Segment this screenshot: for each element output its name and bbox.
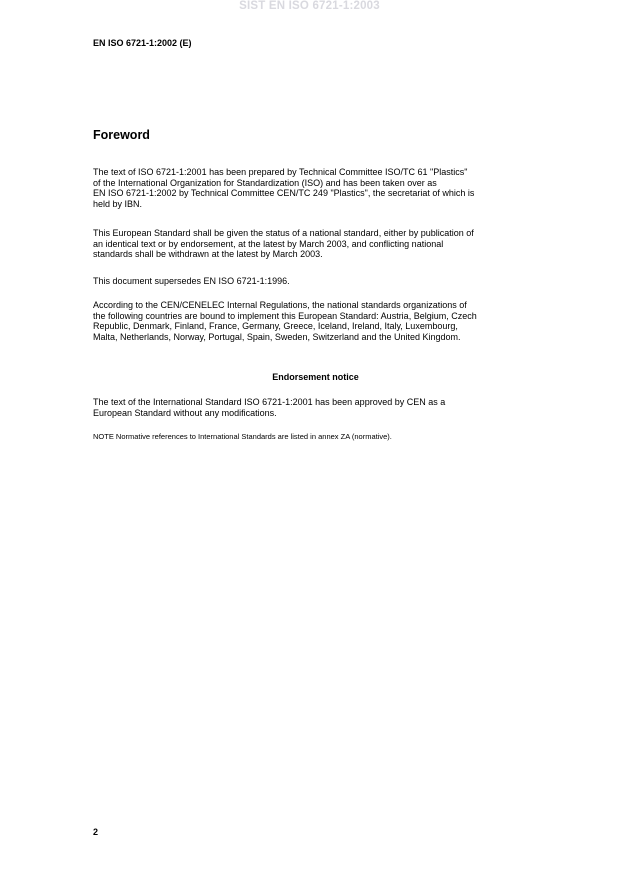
text-line: an identical text or by endorsement, at the latest by March 2003, and conflicting national — [93, 238, 444, 249]
text-line: This document supersedes EN ISO 6721-1:1996. — [93, 276, 290, 286]
text-line: of the International Organization for Standardization (ISO) and has been taken over as — [93, 177, 437, 188]
foreword-paragraph-4 — [93, 300, 543, 342]
text-line: standards shall be withdrawn at the latest by March 2003. — [93, 249, 323, 260]
foreword-title: Foreword — [93, 128, 150, 142]
text-line: Malta, Netherlands, Norway, Portugal, Spain, Sweden, Switzerland and the United Kingdom. — [93, 331, 461, 342]
foreword-paragraph-2 — [93, 228, 543, 260]
text-line: European Standard without any modifications. — [93, 407, 277, 418]
foreword-paragraph-1 — [93, 167, 543, 209]
text-line: The text of ISO 6721-1:2001 has been prepared by Technical Committee ISO/TC 61 "Plastics" — [93, 167, 468, 177]
watermark: SIST EN ISO 6721-1:2003 — [239, 0, 380, 12]
text-line: According to the CEN/CENELEC Internal Regulations, the national standards organizations of — [93, 300, 467, 310]
text-line: Republic, Denmark, Finland, France, Germany, Greece, Iceland, Ireland, Italy, Luxembourg, — [93, 321, 458, 332]
text-line: The text of the International Standard ISO 6721-1:2001 has been approved by CEN as a — [93, 397, 446, 407]
endorsement-paragraph — [93, 397, 543, 418]
text-line: held by IBN. — [93, 198, 143, 209]
endorsement-title: Endorsement notice — [272, 372, 359, 382]
document-id: EN ISO 6721-1:2002 (E) — [93, 38, 192, 48]
text-line: This European Standard shall be given the status of a national standard, either by publication of — [93, 228, 474, 238]
text-line: the following countries are bound to implement this European Standard: Austria, Belgium, Czech — [93, 310, 477, 321]
text-line: EN ISO 6721-1:2002 by Technical Committee CEN/TC 249 "Plastics", the secretariat of which is — [93, 188, 475, 199]
page-number: 2 — [93, 827, 99, 837]
endorsement-note: NOTE Normative references to International Standards are listed in annex ZA (normative). — [93, 432, 392, 441]
foreword-paragraph-3 — [93, 276, 543, 287]
